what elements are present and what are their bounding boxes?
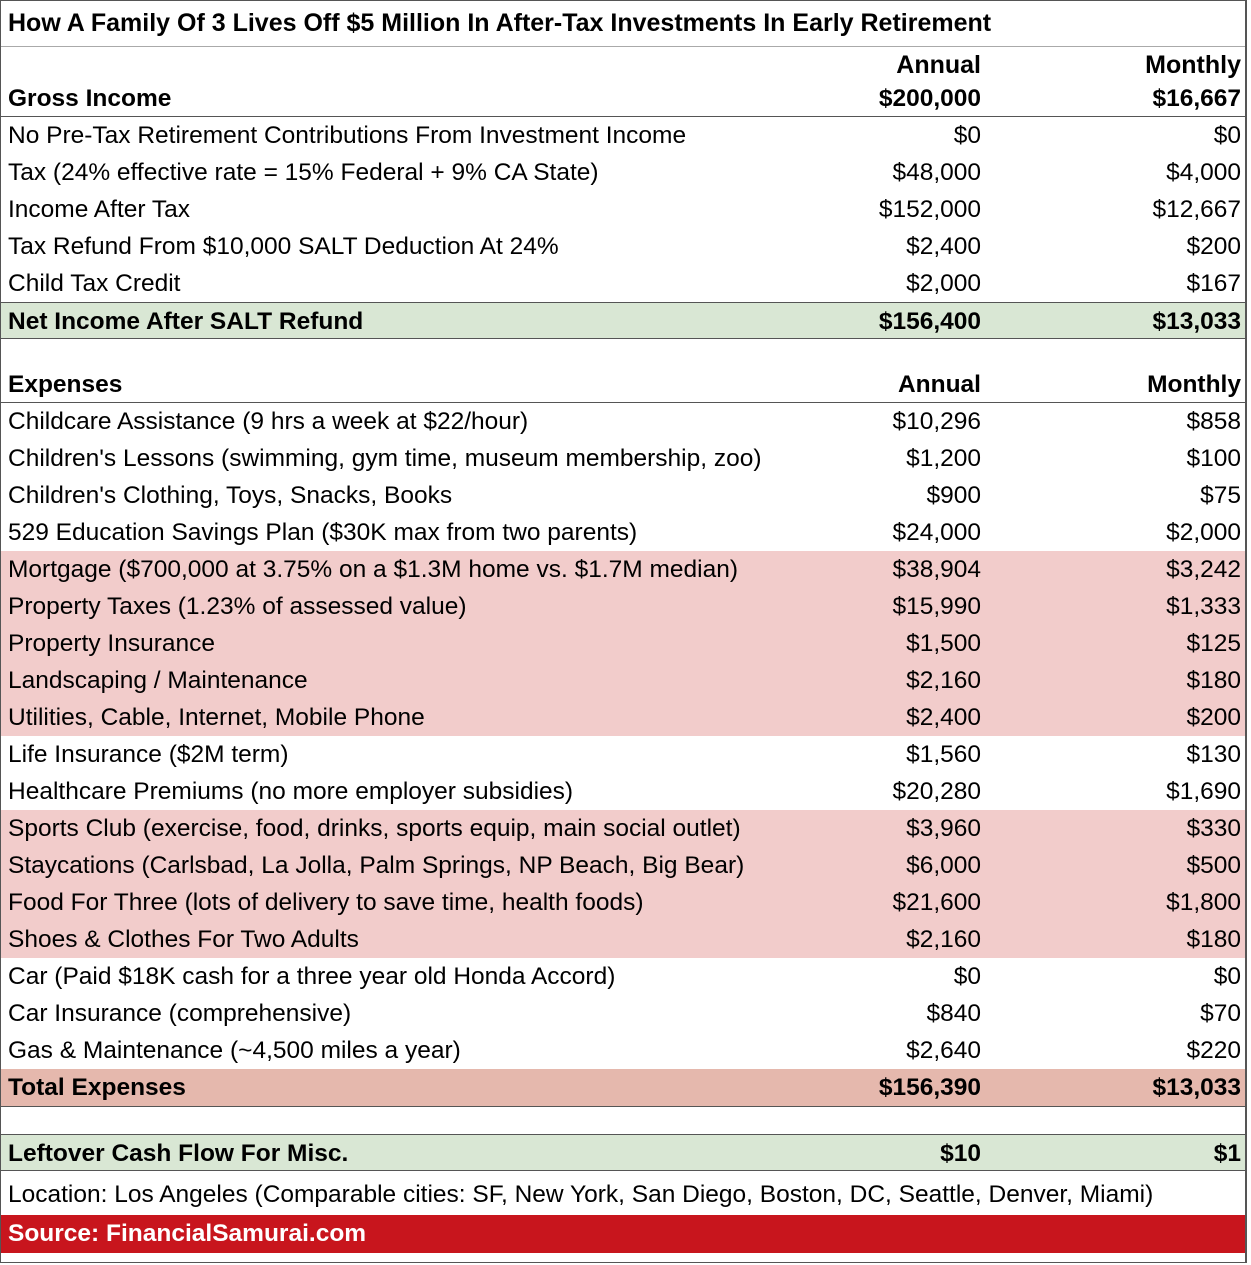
row-annual-value: $0 [953,963,981,990]
row-label: Gas & Maintenance (~4,500 miles a year) [8,1037,461,1064]
table-row [1,847,1245,884]
total-expenses-monthly: $13,033 [1152,1074,1241,1101]
row-annual-value: $15,990 [892,593,981,620]
leftover-label: Leftover Cash Flow For Misc. [8,1140,349,1167]
row-monthly-value: $1,800 [1166,889,1241,916]
table-row [1,699,1245,736]
row-monthly-value: $0 [1213,963,1241,990]
row-label: Child Tax Credit [8,270,181,297]
table-row [1,1032,1245,1069]
leftover-annual: $10 [940,1140,981,1167]
row-label: Healthcare Premiums (no more employer subsidies) [8,778,574,805]
row-annual-value: $0 [953,122,981,149]
table-row [1,477,1245,514]
table-row [1,995,1245,1032]
income-monthly-header: Monthly [1145,51,1241,79]
row-monthly-value: $1,333 [1166,593,1241,620]
row-monthly-value: $200 [1186,233,1241,260]
row-label: Income After Tax [8,196,191,223]
table-row [1,588,1245,625]
source-row [1,1215,1245,1253]
row-label: Childcare Assistance (9 hrs a week at $22/hour) [8,408,529,435]
row-monthly-value: $180 [1186,667,1241,694]
row-label: Tax (24% effective rate = 15% Federal + 9% CA State) [8,159,599,186]
row-label: Children's Clothing, Toys, Snacks, Books [8,482,453,509]
row-label: Tax Refund From $10,000 SALT Deduction At 24% [8,233,559,260]
row-label: Property Taxes (1.23% of assessed value) [8,593,467,620]
row-monthly-value: $1,690 [1166,778,1241,805]
table-row [1,403,1245,440]
table-row [1,773,1245,810]
row-monthly-value: $167 [1186,270,1241,297]
row-label: Utilities, Cable, Internet, Mobile Phone [8,704,425,731]
row-label: Life Insurance ($2M term) [8,741,289,768]
table-row [1,958,1245,995]
table-title-row [1,1,1245,47]
gross-income-row [1,80,1245,117]
table-row [1,884,1245,921]
table-row [1,551,1245,588]
row-annual-value: $38,904 [892,556,981,583]
expenses-header-label: Expenses [8,371,123,398]
row-monthly-value: $12,667 [1152,196,1241,223]
row-annual-value: $2,000 [906,270,981,297]
leftover-monthly: $1 [1213,1140,1241,1167]
leftover-row [1,1134,1245,1171]
spacer [1,339,1245,366]
row-annual-value: $152,000 [878,196,981,223]
table-row [1,662,1245,699]
row-monthly-value: $70 [1200,1000,1241,1027]
table-row [1,736,1245,773]
row-label: Food For Three (lots of delivery to save time, health foods) [8,889,644,916]
row-monthly-value: $100 [1186,445,1241,472]
expenses-header-row [1,366,1245,403]
row-label: Landscaping / Maintenance [8,667,308,694]
row-annual-value: $20,280 [892,778,981,805]
net-income-label: Net Income After SALT Refund [8,308,364,335]
row-label: Property Insurance [8,630,215,657]
expense-rows [1,403,1245,1069]
location-note: Location: Los Angeles (Comparable cities: SF, New York, San Diego, Boston, DC, Seattle, Denver, Miami) [8,1181,1154,1208]
row-annual-value: $2,160 [906,926,981,953]
row-label: Mortgage ($700,000 at 3.75% on a $1.3M home vs. $1.7M median) [8,556,738,583]
row-monthly-value: $2,000 [1166,519,1241,546]
row-monthly-value: $180 [1186,926,1241,953]
income-header-row [1,47,1245,80]
table-row [1,514,1245,551]
table-row [1,228,1245,265]
row-monthly-value: $220 [1186,1037,1241,1064]
row-annual-value: $2,400 [906,704,981,731]
row-label: Staycations (Carlsbad, La Jolla, Palm Springs, NP Beach, Big Bear) [8,852,745,879]
gross-income-label: Gross Income [8,85,172,112]
table-title: How A Family Of 3 Lives Off $5 Million In After-Tax Investments In Early Retirement [8,9,992,37]
row-monthly-value: $858 [1186,408,1241,435]
income-rows [1,117,1245,302]
row-label: Shoes & Clothes For Two Adults [8,926,359,953]
total-expenses-label: Total Expenses [8,1074,186,1101]
row-annual-value: $900 [926,482,981,509]
total-expenses-annual: $156,390 [878,1074,981,1101]
row-monthly-value: $500 [1186,852,1241,879]
total-expenses-row [1,1069,1245,1106]
row-annual-value: $1,500 [906,630,981,657]
income-annual-header: Annual [896,51,981,79]
row-monthly-value: $4,000 [1166,159,1241,186]
table-row [1,265,1245,302]
row-annual-value: $21,600 [892,889,981,916]
expenses-annual-header: Annual [897,371,981,398]
net-income-row [1,302,1245,339]
row-monthly-value: $130 [1186,741,1241,768]
row-monthly-value: $3,242 [1166,556,1241,583]
row-annual-value: $2,160 [906,667,981,694]
row-label: Car Insurance (comprehensive) [8,1000,352,1027]
row-annual-value: $2,640 [906,1037,981,1064]
net-income-monthly: $13,033 [1152,308,1241,335]
row-annual-value: $1,560 [906,741,981,768]
gross-income-annual: $200,000 [878,85,981,112]
row-annual-value: $48,000 [892,159,981,186]
row-label: Car (Paid $18K cash for a three year old Honda Accord) [8,963,616,990]
table-row [1,440,1245,477]
row-label: Children's Lessons (swimming, gym time, museum membership, zoo) [8,445,762,472]
table-row [1,921,1245,958]
row-annual-value: $1,200 [906,445,981,472]
source-credit: Source: FinancialSamurai.com [8,1220,367,1247]
table-row [1,810,1245,847]
row-monthly-value: $0 [1213,122,1241,149]
row-label: No Pre-Tax Retirement Contributions From Investment Income [8,122,687,149]
row-annual-value: $2,400 [906,233,981,260]
row-annual-value: $24,000 [892,519,981,546]
table-row [1,625,1245,662]
spacer [1,1106,1245,1134]
row-monthly-value: $75 [1200,482,1241,509]
row-label: Sports Club (exercise, food, drinks, sports equip, main social outlet) [8,815,741,842]
gross-income-monthly: $16,667 [1152,85,1241,112]
row-monthly-value: $330 [1186,815,1241,842]
table-row [1,191,1245,228]
row-monthly-value: $125 [1186,630,1241,657]
table-row [1,117,1245,154]
net-income-annual: $156,400 [878,308,981,335]
table-row [1,154,1245,191]
row-label: 529 Education Savings Plan ($30K max from two parents) [8,519,638,546]
row-annual-value: $10,296 [892,408,981,435]
location-row [1,1171,1245,1215]
row-annual-value: $3,960 [906,815,981,842]
row-annual-value: $6,000 [906,852,981,879]
row-monthly-value: $200 [1186,704,1241,731]
row-annual-value: $840 [926,1000,981,1027]
expenses-monthly-header: Monthly [1147,371,1241,398]
